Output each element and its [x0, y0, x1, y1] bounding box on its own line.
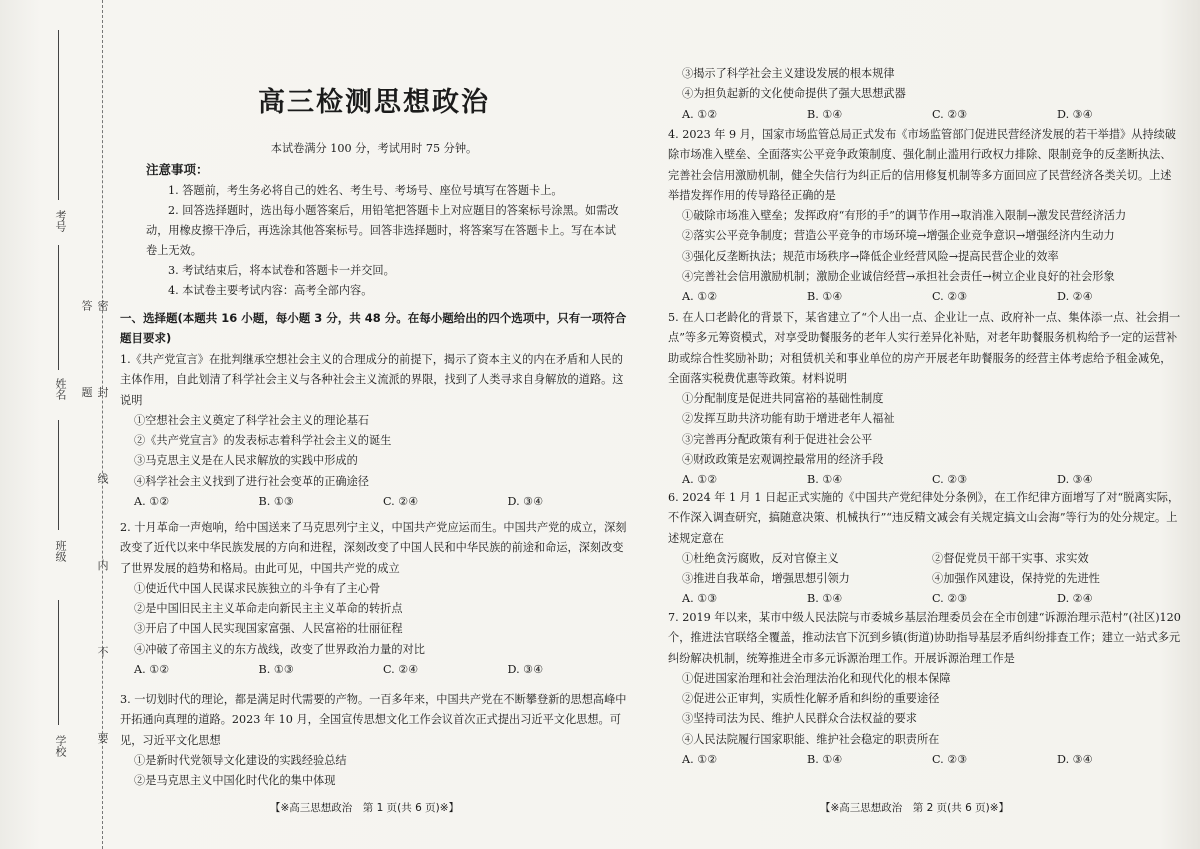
statement: ④为担负起新的文化使命提供了强大思想武器 — [682, 87, 906, 101]
page-footer-1: 【※高三思想政治 第 1 页(共 6 页)※】 — [270, 802, 459, 814]
choice-b[interactable]: B. ①③ — [258, 495, 294, 509]
statement: ④科学社会主义找到了进行社会变革的正确途径 — [134, 474, 369, 488]
question-3-continued — [668, 64, 1182, 125]
statement: ④加强作风建设，保持党的先进性 — [932, 572, 1100, 586]
notice-item: 2. 回答选择题时，选出每小题答案后，用铅笔把答题卡上对应题目的答案标号涂黑。如需改动，用橡皮擦干净后，再选涂其他答案标号。回答非选择题时，将答案写在答题卡上。写在本试卷上无效。 — [146, 204, 619, 257]
question-stem: 4. 2023 年 9 月，国家市场监管总局正式发布《市场监管部门促进民营经济发展的若干举措》从持续破除市场准入壁垒、全面落实公平竞争政策制度、强化制止滥用行政权力排除、限制竞争的反垄断执法、完善社会信用激励机制，健全失信行为纠正后的信用修复机制等多方面回应了民营经济各类关切。上述举措发挥作用的传导路径正确的是 — [668, 128, 1176, 202]
statement: ②督促党员干部干实事、求实效 — [932, 551, 1089, 565]
margin-label-exam-no: 考号 — [54, 210, 67, 232]
question-7 — [668, 608, 1182, 770]
answer-choices — [120, 660, 632, 680]
statement-row — [668, 549, 1182, 569]
choice-c[interactable]: C. ②④ — [383, 495, 419, 509]
margin-label-school: 学校 — [54, 735, 67, 757]
margin-fill-line — [58, 600, 59, 725]
choice-c[interactable]: C. ②③ — [932, 753, 968, 767]
choice-b[interactable]: B. ①④ — [807, 107, 843, 121]
margin-fill-line — [58, 420, 59, 530]
choice-c[interactable]: C. ②③ — [932, 473, 968, 487]
statement: ③完善再分配政策有利于促进社会公平 — [682, 432, 873, 446]
question-5 — [668, 308, 1182, 491]
choice-d[interactable]: D. ③④ — [1057, 473, 1093, 487]
question-stem: 5. 在人口老龄化的背景下，某省建立了“个人出一点、企业让一点、政府补一点、集体添一点、社会捐一点”等多元筹资模式，对享受助餐服务的老年人实行差异化补贴，对老年助餐服务机构给予一定的运营补助或综合性奖励补助；对租赁机关和事业单位的房产开展老年助餐服务的经营主体考虑给予租金减免，全面落实税费优惠等政策。材料说明 — [668, 311, 1181, 385]
statement: ④冲破了帝国主义的东方战线，改变了世界政治力量的对比 — [134, 642, 425, 656]
statement: ③强化反垄断执法；规范市场秩序→降低企业经营风险→提高民营企业的效率 — [682, 249, 1059, 263]
question-3 — [120, 690, 632, 791]
statement: ②落实公平竞争制度；营造公平竞争的市场环境→增强企业竞争意识→增强经济内生动力 — [682, 229, 1115, 243]
statement-row — [668, 569, 1182, 589]
statement: ①空想社会主义奠定了科学社会主义的理论基石 — [134, 413, 369, 427]
statement: ③推进自我革命，增强思想引领力 — [682, 572, 850, 586]
answer-choices — [120, 492, 632, 512]
choice-a[interactable]: A. ①② — [134, 663, 170, 677]
question-stem: 1.《共产党宣言》在批判继承空想社会主义的合理成分的前提下，揭示了资本主义的内在矛盾和人民的主体作用，自此划清了科学社会主义与各种社会主义流派的界限，找到了人类寻求自身解放的道路。这说明 — [120, 353, 624, 407]
choice-d[interactable]: D. ③④ — [1057, 107, 1093, 121]
notice-item: 1. 答题前，考生务必将自己的姓名、考生号、考场号、座位号填写在答题卡上。 — [168, 184, 563, 197]
statement: ①分配制度是促进共同富裕的基础性制度 — [682, 392, 884, 406]
choice-d[interactable]: D. ③④ — [507, 663, 544, 677]
choice-a[interactable]: A. ①② — [682, 107, 718, 121]
margin-fill-line — [58, 30, 59, 200]
statement: ③马克思主义是在人民求解放的实践中形成的 — [134, 454, 358, 468]
exam-meta: 本试卷满分 100 分，考试用时 75 分钟。 — [270, 142, 478, 155]
section-heading: 一、选择题(本题共 16 小题，每小题 3 分，共 48 分。在每小题给出的四个选项中，只有一项符合题目要求) — [120, 311, 627, 345]
statement: ②促进公正审判，实质性化解矛盾和纠纷的重要途径 — [682, 692, 940, 706]
statement: ①破除市场准入壁垒；发挥政府“有形的手”的调节作用→取消准入限制→激发民营经济活力 — [682, 209, 1127, 223]
statement: ②《共产党宣言》的发表标志着科学社会主义的诞生 — [134, 434, 392, 448]
margin-fill-line — [58, 245, 59, 370]
question-stem: 2. 十月革命一声炮响，给中国送来了马克思列宁主义，中国共产党应运而生。中国共产党的成立，深刻改变了近代以来中华民族发展的方向和进程，深刻改变了中国人民和中华民族的前途和命运，深刻改变了世界发展的趋势和格局。由此可见，中国共产党的成立 — [120, 521, 627, 575]
question-stem: 6. 2024 年 1 月 1 日起正式实施的《中国共产党纪律处分条例》，在工作纪律方面增写了对“脱离实际，不作深入调查研究，搞随意决策、机械执行”“违反精文减会有关规定搞文山会海”等行为的处分规定。上述规定意在 — [668, 491, 1180, 545]
notice-item: 3. 考试结束后，将本试卷和答题卡一并交回。 — [168, 264, 395, 277]
question-stem: 7. 2019 年以来，某市中级人民法院与市委城乡基层治理委员会在全市创建“诉源治理示范村”(社区)120 个，推进法官联络全覆盖，推动法官下沉到乡镇(街道)协助指导基层矛盾纠纷排查工作；建立一站式多元纠纷解决机制，统筹推进全市多元诉源治理工作。开展诉源治理工作是 — [668, 611, 1181, 665]
margin-label-class: 班级 — [54, 540, 67, 562]
choice-c[interactable]: C. ②③ — [932, 592, 968, 606]
choice-a[interactable]: A. ①② — [682, 753, 718, 767]
statement: ②是中国旧民主主义革命走向新民主主义革命的转折点 — [134, 602, 403, 616]
statement: ④人民法院履行国家职能、维护社会稳定的职责所在 — [682, 732, 940, 746]
statement: ②发挥互助共济功能有助于增进老年人福祉 — [682, 412, 895, 426]
statement: ③揭示了科学社会主义建设发展的根本规律 — [682, 67, 895, 80]
statement: ④完善社会信用激励机制；激励企业诚信经营→承担社会责任→树立企业良好的社会形象 — [682, 270, 1115, 284]
statement: ①是新时代党领导文化建设的实践经验总结 — [134, 753, 347, 767]
choice-b[interactable]: B. ①④ — [807, 592, 843, 606]
answer-choices — [668, 105, 1182, 125]
question-6 — [668, 488, 1182, 610]
choice-b[interactable]: B. ①④ — [807, 753, 843, 767]
seal-line-text: 密 封 线 内 不 要 答 题 — [80, 300, 109, 780]
choice-c[interactable]: C. ②③ — [932, 290, 968, 304]
answer-choices — [668, 287, 1182, 307]
choice-b[interactable]: B. ①④ — [807, 473, 843, 487]
choice-d[interactable]: D. ③④ — [1057, 753, 1093, 767]
margin-label-name: 姓名 — [54, 378, 67, 400]
choice-a[interactable]: A. ①② — [682, 473, 718, 487]
choice-c[interactable]: C. ②③ — [932, 107, 968, 121]
notice-item: 4. 本试卷主要考试内容：高考全部内容。 — [168, 284, 373, 297]
statement: ①促进国家治理和社会治理法治化和现代化的根本保障 — [682, 671, 951, 685]
choice-a[interactable]: A. ①③ — [682, 592, 718, 606]
statement: ④财政政策是宏观调控最常用的经济手段 — [682, 453, 884, 467]
statement: ①使近代中国人民谋求民族独立的斗争有了主心骨 — [134, 581, 381, 595]
answer-choices — [668, 589, 1182, 609]
choice-a[interactable]: A. ①② — [134, 495, 170, 509]
question-1 — [120, 350, 632, 512]
question-2 — [120, 518, 632, 680]
question-4 — [668, 125, 1182, 308]
question-stem: 3. 一切划时代的理论，都是满足时代需要的产物。一百多年来，中国共产党在不断攀登新的思想高峰中开拓通向真理的道路。2023 年 10 月，全国宣传思想文化工作会议首次正式提出习近平文化思想。可见，习近平文化思想 — [120, 693, 627, 747]
page-footer-2: 【※高三思想政治 第 2 页(共 6 页)※】 — [820, 802, 1009, 814]
statement: ②是马克思主义中国化时代化的集中体现 — [134, 774, 336, 788]
exam-title: 高三检测思想政治 — [258, 87, 490, 118]
answer-choices — [668, 750, 1182, 770]
choice-a[interactable]: A. ①② — [682, 290, 718, 304]
statement: ①杜绝贪污腐败，反对官僚主义 — [682, 551, 839, 565]
choice-d[interactable]: D. ③④ — [507, 495, 544, 509]
statement: ③开启了中国人民实现国家富强、人民富裕的壮丽征程 — [134, 622, 403, 636]
choice-b[interactable]: B. ①④ — [807, 290, 843, 304]
statement: ③坚持司法为民、维护人民群众合法权益的要求 — [682, 712, 917, 726]
choice-d[interactable]: D. ②④ — [1057, 290, 1093, 304]
notices — [146, 181, 622, 301]
choice-b[interactable]: B. ①③ — [258, 663, 294, 677]
notice-title: 注意事项： — [146, 162, 209, 177]
choice-d[interactable]: D. ②④ — [1057, 592, 1093, 606]
choice-c[interactable]: C. ②④ — [383, 663, 419, 677]
